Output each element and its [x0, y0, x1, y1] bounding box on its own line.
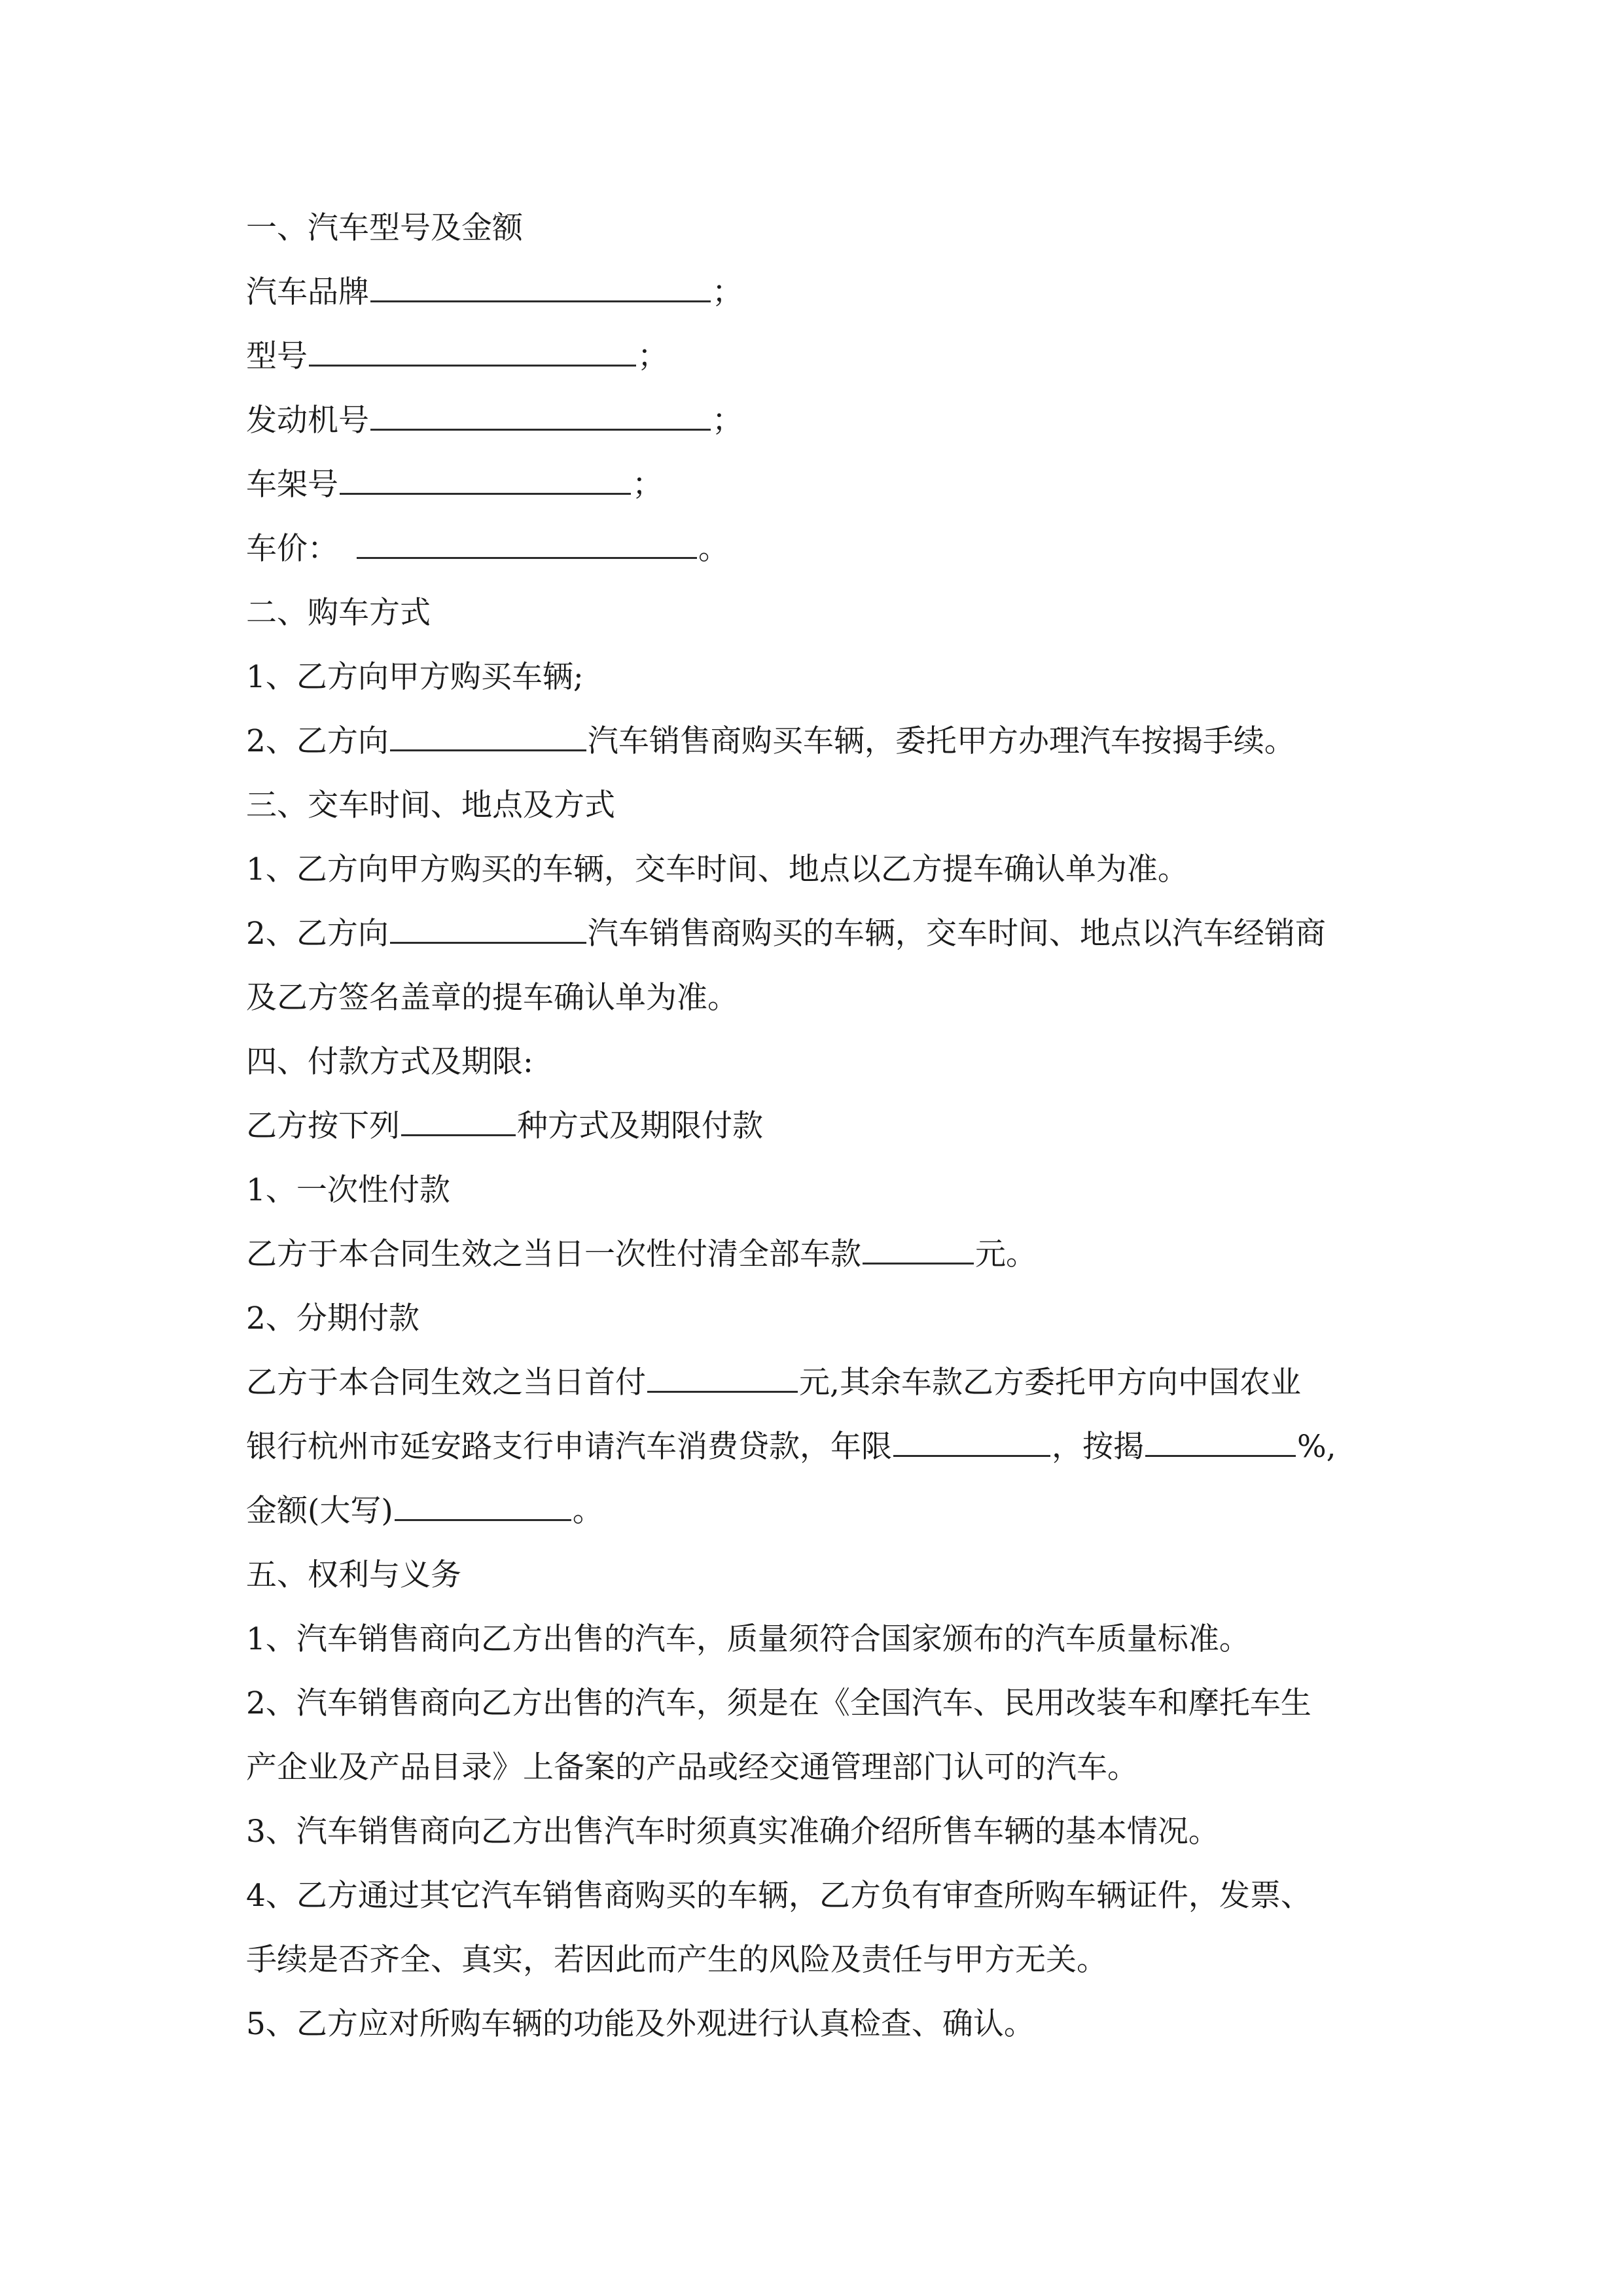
section-5-title: 五、权利与义务: [246, 1557, 461, 1593]
section-4-intro: 乙方按下列 种方式及期限付款: [246, 1094, 1411, 1158]
mortgage-percent-blank[interactable]: [1145, 1421, 1296, 1457]
model-blank[interactable]: [309, 331, 636, 367]
section-4-item-1-text: 乙方于本合同生效之当日一次性付清全部车款 元。: [246, 1223, 1411, 1287]
section-5-item-1: 1、汽车销售商向乙方出售的汽车，质量须符合国家颁布的汽车质量标准。: [246, 1621, 1250, 1657]
section-2-item-2: 2、乙方向 汽车销售商购买车辆，委托甲方办理汽车按揭手续。: [246, 709, 1411, 774]
loan-term-blank[interactable]: [893, 1421, 1050, 1457]
frame-field: 车架号 ；: [246, 453, 1411, 517]
section-4-item-1: 1、一次性付款: [246, 1172, 450, 1208]
brand-field: 汽车品牌 ；: [246, 260, 1411, 325]
section-2-item-1: 1、乙方向甲方购买车辆;: [246, 659, 584, 695]
dealer-blank-2[interactable]: [390, 908, 586, 944]
section-3-item-1: 1、乙方向甲方购买的车辆，交车时间、地点以乙方提车确认单为准。: [246, 852, 1188, 888]
section-1-title: 一、汽车型号及金额: [246, 210, 523, 246]
price-blank[interactable]: [357, 523, 697, 559]
down-payment-blank[interactable]: [647, 1357, 798, 1393]
section-4-title: 四、付款方式及期限:: [246, 1044, 533, 1080]
section-5-item-5: 5、乙方应对所购车辆的功能及外观进行认真检查、确认。: [246, 2006, 1035, 2042]
frame-blank[interactable]: [340, 459, 631, 495]
engine-blank[interactable]: [370, 395, 711, 431]
section-3-title: 三、交车时间、地点及方式: [246, 787, 615, 823]
section-5-item-2-cont: 产企业及产品目录》上备案的产品或经交通管理部门认可的汽车。: [246, 1749, 1138, 1785]
section-3-item-2-cont: 及乙方签名盖章的提车确认单为准。: [246, 980, 738, 1016]
section-5-item-3: 3、汽车销售商向乙方出售汽车时须真实准确介绍所售车辆的基本情况。: [246, 1814, 1219, 1850]
section-4-item-2: 2、分期付款: [246, 1300, 419, 1336]
brand-label: 汽车品牌: [246, 274, 369, 310]
price-label: 车价：: [246, 531, 338, 567]
section-5-item-4-cont: 手续是否齐全、真实，若因此而产生的风险及责任与甲方无关。: [246, 1942, 1107, 1978]
price-field: 车价： 。: [246, 517, 1411, 581]
section-4-item-2-line-2: 银行杭州市延安路支行申请汽车消费贷款，年限 ，按揭 %,: [246, 1415, 1411, 1479]
brand-blank[interactable]: [370, 266, 711, 302]
model-label: 型号: [246, 338, 308, 374]
section-5-item-2: 2、汽车销售商向乙方出售的汽车，须是在《全国汽车、民用改装车和摩托车生: [246, 1685, 1311, 1721]
amount-uppercase-blank[interactable]: [395, 1485, 571, 1521]
section-5-item-4: 4、乙方通过其它汽车销售商购买的车辆，乙方负有审查所购车辆证件，发票、: [246, 1878, 1311, 1914]
dealer-blank-1[interactable]: [390, 715, 586, 751]
section-4-item-2-text: 乙方于本合同生效之当日首付 元,其余车款乙方委托甲方向中国农业: [246, 1351, 1411, 1415]
full-payment-blank[interactable]: [863, 1229, 974, 1265]
section-3-item-2: 2、乙方向 汽车销售商购买的车辆，交车时间、地点以汽车经销商: [246, 902, 1411, 966]
engine-label: 发动机号: [246, 403, 369, 439]
frame-label: 车架号: [246, 467, 338, 503]
model-field: 型号 ；: [246, 325, 1411, 389]
section-4-item-2-line-3: 金额(大写) 。: [246, 1479, 1411, 1543]
document-body: [246, 196, 1411, 2056]
engine-field: 发动机号 ；: [246, 389, 1411, 453]
section-2-title: 二、购车方式: [246, 595, 431, 631]
method-count-blank[interactable]: [401, 1100, 516, 1136]
